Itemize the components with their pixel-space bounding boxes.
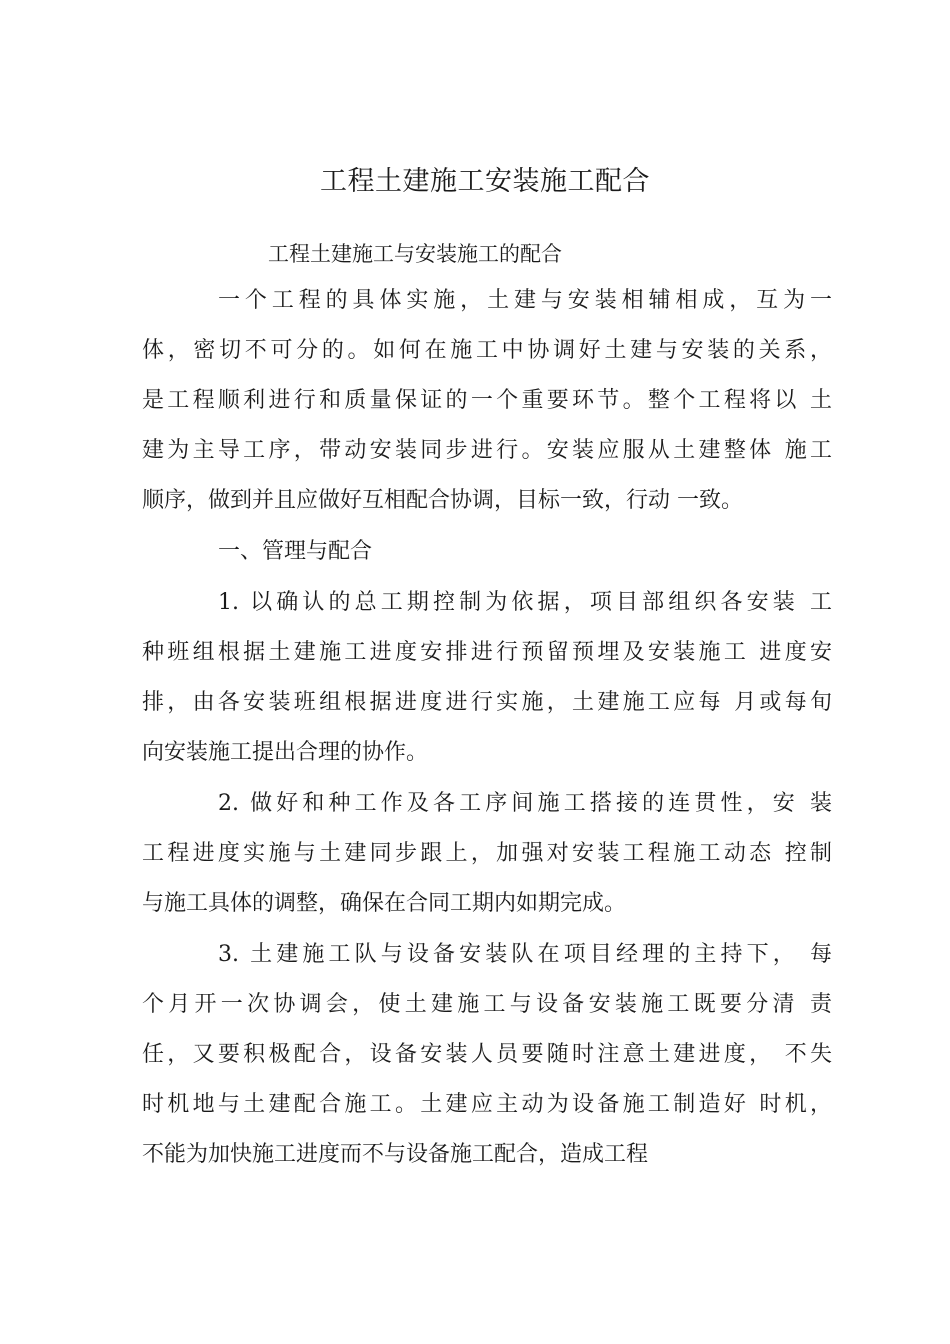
list-item-line: 向安装施工提出合理的协作。 bbox=[142, 740, 429, 765]
list-item-line: 不能为加快施工进度而不与设备施工配合，造成工程 bbox=[142, 1142, 649, 1167]
paragraph-line: 顺序，做到并且应做好互相配合协调，目标一致，行动 一致。 bbox=[142, 488, 743, 513]
list-item-line: 工程进度实施与土建同步跟上，加强对安装工程施工动态 控制 bbox=[142, 841, 832, 866]
list-item-line: 个月开一次协调会，使土建施工与设备安装施工既要分清 责 bbox=[142, 992, 832, 1017]
list-item-line: 1. 以确认的总工期控制为依据，项目部组织各安装 工 bbox=[218, 590, 832, 615]
paragraph-line: 一个工程的具体实施，土建与安装相辅相成，互为一 bbox=[218, 288, 832, 313]
section-heading: 一、管理与配合 bbox=[218, 539, 373, 564]
list-item-line: 种班组根据土建施工进度安排进行预留预埋及安装施工 进度安 bbox=[142, 640, 832, 665]
paragraph-line: 是工程顺利进行和质量保证的一个重要环节。整个工程将以 土 bbox=[142, 388, 832, 413]
list-item-line: 3. 土建施工队与设备安装队在项目经理的主持下， 每 bbox=[218, 942, 832, 967]
list-item-line: 与施工具体的调整，确保在合同工期内如期完成。 bbox=[142, 891, 627, 916]
list-item-line: 2. 做好和种工作及各工序间施工搭接的连贯性，安 装 bbox=[218, 791, 832, 816]
list-item-line: 时机地与土建配合施工。土建应主动为设备施工制造好 时机， bbox=[142, 1092, 832, 1117]
document-title: 工程土建施工安装施工配合 bbox=[320, 166, 650, 197]
document-subtitle: 工程土建施工与安装施工的配合 bbox=[268, 242, 562, 266]
list-item-line: 任，又要积极配合，设备安装人员要随时注意土建进度， 不失 bbox=[142, 1042, 832, 1067]
list-item-line: 排，由各安装班组根据进度进行实施，土建施工应每 月或每旬 bbox=[142, 690, 832, 715]
paragraph-line: 体，密切不可分的。如何在施工中协调好土建与安装的关系， bbox=[142, 338, 832, 363]
paragraph-line: 建为主导工序，带动安装同步进行。安装应服从土建整体 施工 bbox=[142, 438, 832, 463]
